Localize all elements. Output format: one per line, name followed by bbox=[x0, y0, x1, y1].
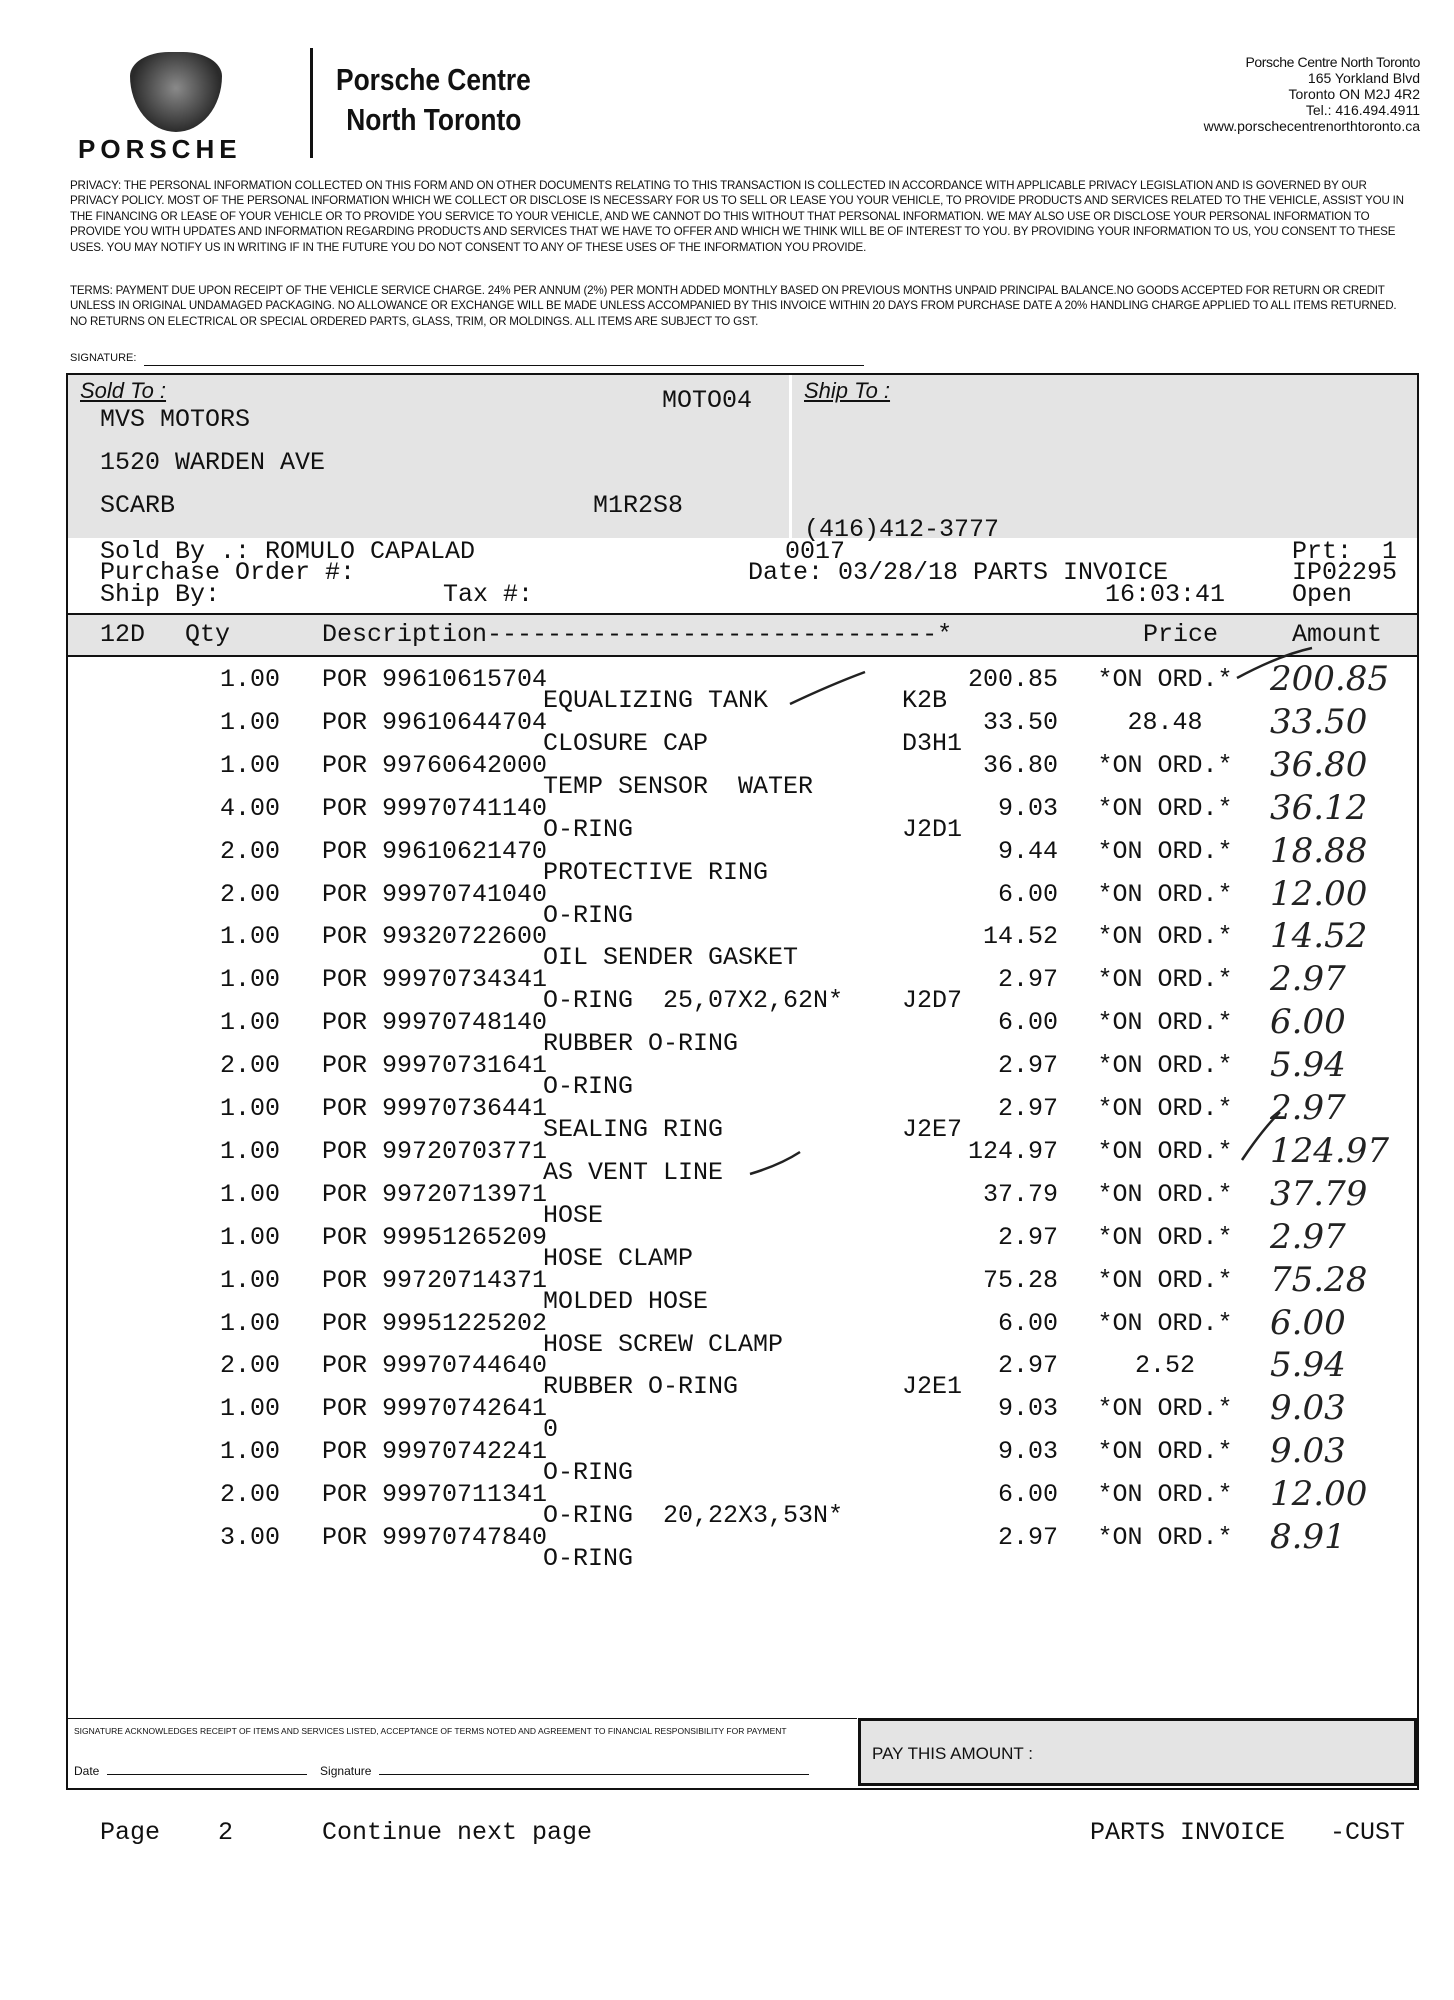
line-part-number: POR 99970741040 bbox=[322, 879, 548, 909]
line-price: *ON ORD.* bbox=[1097, 965, 1233, 995]
col-code: 12D bbox=[100, 620, 146, 649]
line-price: *ON ORD.* bbox=[1097, 1051, 1233, 1081]
line-qty: 1.00 bbox=[220, 1094, 281, 1123]
line-description: TEMP SENSOR WATER bbox=[543, 771, 814, 801]
line-price: *ON ORD.* bbox=[1097, 1437, 1233, 1467]
line-amount-handwritten: 6.00 bbox=[1270, 1302, 1346, 1343]
col-price: Price bbox=[1143, 620, 1219, 649]
line-part-number: POR 99951225202 bbox=[322, 1308, 548, 1338]
line-part-number: POR 99951265209 bbox=[322, 1222, 548, 1252]
line-description: SEALING RING bbox=[543, 1115, 724, 1144]
line-part-number: POR 99610615704 bbox=[322, 665, 548, 694]
line-list-price: 2.97 bbox=[997, 965, 1058, 995]
line-qty: 2.00 bbox=[220, 879, 281, 909]
line-description: EQUALIZING TANK bbox=[543, 686, 769, 715]
line-qty: 4.00 bbox=[220, 793, 281, 823]
line-amount-handwritten: 200.85 bbox=[1270, 659, 1389, 699]
line-price: *ON ORD.* bbox=[1097, 793, 1233, 823]
line-part-number: POR 99970742641 bbox=[322, 1394, 548, 1424]
line-list-price: 2.97 bbox=[997, 1094, 1058, 1123]
line-amount-handwritten: 18.88 bbox=[1270, 830, 1368, 871]
line-part-number: POR 99970734341 bbox=[322, 965, 548, 995]
porsche-wordmark: PORSCHE bbox=[78, 134, 242, 164]
print-count: Prt: 1 bbox=[1292, 537, 1398, 566]
line-part-number: POR 99970744640 bbox=[322, 1351, 548, 1381]
customer-postal: M1R2S8 bbox=[593, 491, 684, 520]
line-description: PROTECTIVE RING bbox=[543, 857, 769, 887]
line-qty: 1.00 bbox=[220, 1136, 281, 1166]
sold-to-label: Sold To : bbox=[80, 378, 167, 403]
line-price: *ON ORD.* bbox=[1097, 1094, 1233, 1123]
line-price: *ON ORD.* bbox=[1097, 1265, 1233, 1295]
line-price: *ON ORD.* bbox=[1097, 750, 1233, 780]
line-description: AS VENT LINE bbox=[543, 1157, 724, 1187]
acknowledgement-text: SIGNATURE ACKNOWLEDGES RECEIPT OF ITEMS AND SERVICES LISTED, ACCEPTANCE OF TERMS NOTED AND AGREEMENT TO FINANCIAL RESPONSIBILITY FOR PAYMENT bbox=[74, 1726, 787, 1736]
line-amount-handwritten: 12.00 bbox=[1270, 873, 1368, 914]
ship-by: Ship By: bbox=[100, 580, 221, 609]
sold-by: Sold By .: ROMULO CAPALAD bbox=[100, 537, 476, 566]
col-qty: Qty bbox=[185, 620, 231, 649]
privacy-notice: PRIVACY: THE PERSONAL INFORMATION COLLECTED ON THIS FORM AND ON OTHER DOCUMENTS RELATING TO THIS TRANSACTION IS COLLECTED IN ACCORDANCE WITH APPLICABLE PRIVACY LEGISLATION AND IS GOVERNED BY OUR PRIVACY POLICY. MOST OF THE PERSONAL INFORMATION WHICH WE COLLECT OR DISCLOSE IS NECESSARY FOR US TO SELL OR LEASE YOU YOUR VEHICLE, TO PROVIDE PRODUCTS AND SERVICES RELATED TO THE VEHICLE, ASSIST YOU IN THE FINANCING OR LEASE OF YOUR VEHICLE OR TO PROVIDE YOU SERVICE TO YOUR VEHICLE, AND WE CANNOT DO THIS WITHOUT THAT PERSONAL INFORMATION. WE MAY ALSO USE OR DISCLOSE YOUR PERSONAL INFORMATION TO PROVIDE YOU WITH UPDATES AND INFORMATION REGARDING PRODUCTS AND SERVICES THAT WE HAVE TO OFFER AND WHICH WE THINK WILL BE OF INTEREST TO YOU. BY PROVIDING YOUR INFORMATION TO US, YOU CONSENT TO THESE USES. YOU MAY NOTIFY US IN WRITING IF IN THE FUTURE YOU DO NOT CONSENT TO ANY OF THESE USES OF THE INFORMATION YOU PROVIDE. bbox=[70, 179, 1404, 254]
line-amount-handwritten: 14.52 bbox=[1270, 916, 1368, 957]
line-amount-handwritten: 5.94 bbox=[1270, 1045, 1346, 1086]
line-list-price: 33.50 bbox=[982, 707, 1058, 737]
line-qty: 1.00 bbox=[220, 965, 281, 995]
line-amount-handwritten: 8.91 bbox=[1270, 1517, 1346, 1557]
line-price: *ON ORD.* bbox=[1097, 665, 1233, 694]
document-type: PARTS INVOICE -CUST bbox=[1090, 1818, 1406, 1847]
line-amount-handwritten: 124.97 bbox=[1270, 1130, 1389, 1171]
line-amount-handwritten: 9.03 bbox=[1270, 1388, 1346, 1429]
line-description: HOSE SCREW CLAMP bbox=[543, 1329, 784, 1359]
address-line: www.porschecentrenorthtoronto.ca bbox=[1203, 118, 1420, 134]
line-amount-handwritten: 6.00 bbox=[1270, 1002, 1346, 1043]
line-list-price: 6.00 bbox=[997, 1480, 1058, 1510]
pen-check-mark bbox=[750, 1152, 800, 1174]
line-description: OIL SENDER GASKET bbox=[543, 943, 799, 973]
line-amount-handwritten: 37.79 bbox=[1270, 1173, 1368, 1214]
continue-note: Continue next page bbox=[322, 1818, 593, 1847]
col-description: Description------------------------------* bbox=[322, 620, 953, 649]
line-qty: 2.00 bbox=[220, 1480, 281, 1510]
line-bin: D3H1 bbox=[902, 728, 963, 758]
line-part-number: POR 99970742241 bbox=[322, 1437, 548, 1467]
pen-check-mark bbox=[1242, 1112, 1280, 1160]
invoice-status: Open bbox=[1292, 580, 1353, 609]
date-label: Date bbox=[74, 1764, 100, 1778]
line-part-number: POR 99970731641 bbox=[322, 1051, 548, 1081]
line-price: *ON ORD.* bbox=[1097, 922, 1233, 952]
date-signature-line bbox=[74, 1764, 809, 1778]
col-amount: Amount bbox=[1292, 620, 1383, 649]
line-list-price: 2.97 bbox=[997, 1351, 1058, 1381]
line-description: O-RING 20,22X3,53N* bbox=[543, 1501, 844, 1531]
line-description: CLOSURE CAP bbox=[543, 728, 709, 758]
dealer-name-line2: North Toronto bbox=[346, 102, 522, 137]
invoice-date: Date: 03/28/18 PARTS INVOICE bbox=[748, 558, 1169, 587]
line-list-price: 6.00 bbox=[997, 1308, 1058, 1338]
line-price: *ON ORD.* bbox=[1097, 1523, 1233, 1552]
line-list-price: 37.79 bbox=[982, 1179, 1058, 1209]
line-qty: 1.00 bbox=[220, 1437, 281, 1467]
line-part-number: POR 99610621470 bbox=[322, 836, 548, 866]
line-description: O-RING bbox=[543, 1072, 634, 1102]
line-price: *ON ORD.* bbox=[1097, 1136, 1233, 1166]
line-price: 2.52 bbox=[1134, 1351, 1195, 1381]
line-list-price: 2.97 bbox=[997, 1222, 1058, 1252]
line-list-price: 9.03 bbox=[997, 1437, 1058, 1467]
customer-name: MVS MOTORS bbox=[100, 405, 251, 434]
line-list-price: 124.97 bbox=[967, 1136, 1058, 1166]
pay-amount-label: PAY THIS AMOUNT : bbox=[872, 1744, 1033, 1763]
line-qty: 1.00 bbox=[220, 922, 281, 952]
pen-check-mark bbox=[790, 672, 865, 704]
line-amount-handwritten: 5.94 bbox=[1270, 1345, 1346, 1386]
customer-code: MOTO04 bbox=[662, 386, 753, 415]
line-part-number: POR 99970736441 bbox=[322, 1094, 548, 1123]
line-part-number: POR 99320722600 bbox=[322, 922, 548, 952]
line-list-price: 6.00 bbox=[997, 1008, 1058, 1038]
line-amount-handwritten: 9.03 bbox=[1270, 1431, 1346, 1472]
line-part-number: POR 99720713971 bbox=[322, 1179, 548, 1209]
line-list-price: 14.52 bbox=[982, 922, 1058, 952]
line-description: O-RING bbox=[543, 1458, 634, 1488]
line-price: *ON ORD.* bbox=[1097, 1222, 1233, 1252]
line-list-price: 6.00 bbox=[997, 879, 1058, 909]
ship-to-label: Ship To : bbox=[804, 378, 891, 403]
line-price: *ON ORD.* bbox=[1097, 1480, 1233, 1510]
line-qty: 1.00 bbox=[220, 1222, 281, 1252]
tax-number: Tax #: bbox=[443, 580, 534, 609]
line-amount-handwritten: 33.50 bbox=[1270, 701, 1368, 742]
line-list-price: 9.03 bbox=[997, 793, 1058, 823]
line-list-price: 75.28 bbox=[982, 1265, 1058, 1295]
line-bin: K2B bbox=[902, 686, 948, 715]
page-number: 2 bbox=[218, 1818, 234, 1847]
line-qty: 2.00 bbox=[220, 1051, 281, 1081]
line-price: *ON ORD.* bbox=[1097, 1394, 1233, 1424]
line-bin: J2E7 bbox=[902, 1115, 963, 1144]
line-part-number: POR 99720714371 bbox=[322, 1265, 548, 1295]
terms-notice: TERMS: PAYMENT DUE UPON RECEIPT OF THE VEHICLE SERVICE CHARGE. 24% PER ANNUM (2%) PER MONTH ADDED MONTHLY BASED ON PREVIOUS MONTHS UNPAID PRINCIPAL BALANCE.NO GOODS ACCEPTED FOR RETURN OR CREDIT UNLESS IN ORIGINAL UNDAMAGED PACKAGING. NO ALLOWANCE OR EXCHANGE WILL BE MADE UNLESS ACCOMPANIED BY THIS INVOICE WITHIN 20 DAYS FROM PURCHASE DATE A 20% HANDLING CHARGE APPLIED TO ALL ITEMS RETURNED. NO RETURNS ON ELECTRICAL OR SPECIAL ORDERED PARTS, GLASS, TRIM, OR MOLDINGS. ALL ITEMS ARE SUBJECT TO GST. bbox=[70, 284, 1397, 328]
line-bin: J2D1 bbox=[902, 814, 963, 844]
line-amount-handwritten: 36.80 bbox=[1270, 744, 1368, 785]
line-amount-handwritten: 75.28 bbox=[1270, 1259, 1368, 1300]
pen-check-mark bbox=[1237, 648, 1312, 678]
address-line: Tel.: 416.494.4911 bbox=[1305, 102, 1420, 118]
line-description: O-RING bbox=[543, 900, 634, 930]
address-line: Toronto ON M2J 4R2 bbox=[1288, 86, 1420, 102]
line-description: HOSE CLAMP bbox=[543, 1243, 694, 1273]
line-description: O-RING 25,07X2,62N* bbox=[543, 986, 844, 1016]
line-qty: 1.00 bbox=[220, 1394, 281, 1424]
page-label: Page bbox=[100, 1818, 161, 1847]
line-part-number: POR 99970747840 bbox=[322, 1523, 548, 1552]
line-price: *ON ORD.* bbox=[1097, 1008, 1233, 1038]
invoice-time: 16:03:41 bbox=[1105, 580, 1226, 609]
line-amount-handwritten: 36.12 bbox=[1270, 787, 1368, 828]
line-price: 28.48 bbox=[1127, 707, 1203, 737]
line-amount-handwritten: 2.97 bbox=[1270, 959, 1346, 1000]
line-qty: 1.00 bbox=[220, 1265, 281, 1295]
line-list-price: 36.80 bbox=[982, 750, 1058, 780]
dealer-name-line1: Porsche Centre bbox=[336, 62, 531, 97]
line-qty: 1.00 bbox=[220, 1179, 281, 1209]
customer-phone: (416)412-3777 bbox=[804, 515, 1000, 544]
line-qty: 1.00 bbox=[220, 1308, 281, 1338]
line-part-number: POR 99720703771 bbox=[322, 1136, 548, 1166]
signature-label: SIGNATURE: bbox=[70, 352, 137, 364]
invoice-number: IP02295 bbox=[1292, 558, 1398, 587]
line-description: O-RING bbox=[543, 814, 634, 844]
line-part-number: POR 99760642000 bbox=[322, 750, 548, 780]
store-code: 0017 bbox=[785, 537, 846, 566]
line-qty: 1.00 bbox=[220, 707, 281, 737]
line-description: MOLDED HOSE bbox=[543, 1286, 709, 1316]
line-amount-handwritten: 2.97 bbox=[1270, 1088, 1346, 1128]
line-bin: J2E1 bbox=[902, 1372, 963, 1402]
line-description: HOSE bbox=[543, 1200, 604, 1230]
line-description: O-RING bbox=[543, 1544, 634, 1573]
line-price: *ON ORD.* bbox=[1097, 879, 1233, 909]
line-qty: 2.00 bbox=[220, 1351, 281, 1381]
line-part-number: POR 99610644704 bbox=[322, 707, 548, 737]
line-amount-handwritten: 12.00 bbox=[1270, 1474, 1368, 1515]
line-amount-handwritten: 2.97 bbox=[1270, 1216, 1346, 1257]
line-qty: 3.00 bbox=[220, 1523, 281, 1552]
line-qty: 1.00 bbox=[220, 750, 281, 780]
line-part-number: POR 99970748140 bbox=[322, 1008, 548, 1038]
line-list-price: 2.97 bbox=[997, 1523, 1058, 1552]
line-list-price: 2.97 bbox=[997, 1051, 1058, 1081]
line-list-price: 200.85 bbox=[967, 665, 1058, 694]
customer-street: 1520 WARDEN AVE bbox=[100, 448, 326, 477]
line-price: *ON ORD.* bbox=[1097, 1179, 1233, 1209]
line-description: RUBBER O-RING bbox=[543, 1029, 739, 1059]
line-bin: J2D7 bbox=[902, 986, 963, 1016]
signature-label: Signature bbox=[320, 1764, 372, 1778]
line-qty: 2.00 bbox=[220, 836, 281, 866]
customer-city: SCARB bbox=[100, 491, 176, 520]
line-list-price: 9.03 bbox=[997, 1394, 1058, 1424]
line-part-number: POR 99970711341 bbox=[322, 1480, 548, 1510]
address-line: Porsche Centre North Toronto bbox=[1245, 54, 1420, 70]
line-part-number: POR 99970741140 bbox=[322, 793, 548, 823]
line-price: *ON ORD.* bbox=[1097, 1308, 1233, 1338]
line-qty: 1.00 bbox=[220, 1008, 281, 1038]
purchase-order: Purchase Order #: bbox=[100, 558, 356, 587]
line-qty: 1.00 bbox=[220, 665, 281, 694]
line-list-price: 9.44 bbox=[997, 836, 1058, 866]
address-line: 165 Yorkland Blvd bbox=[1307, 70, 1420, 86]
line-price: *ON ORD.* bbox=[1097, 836, 1233, 866]
line-description: RUBBER O-RING bbox=[543, 1372, 739, 1402]
line-description: 0 bbox=[543, 1415, 559, 1445]
